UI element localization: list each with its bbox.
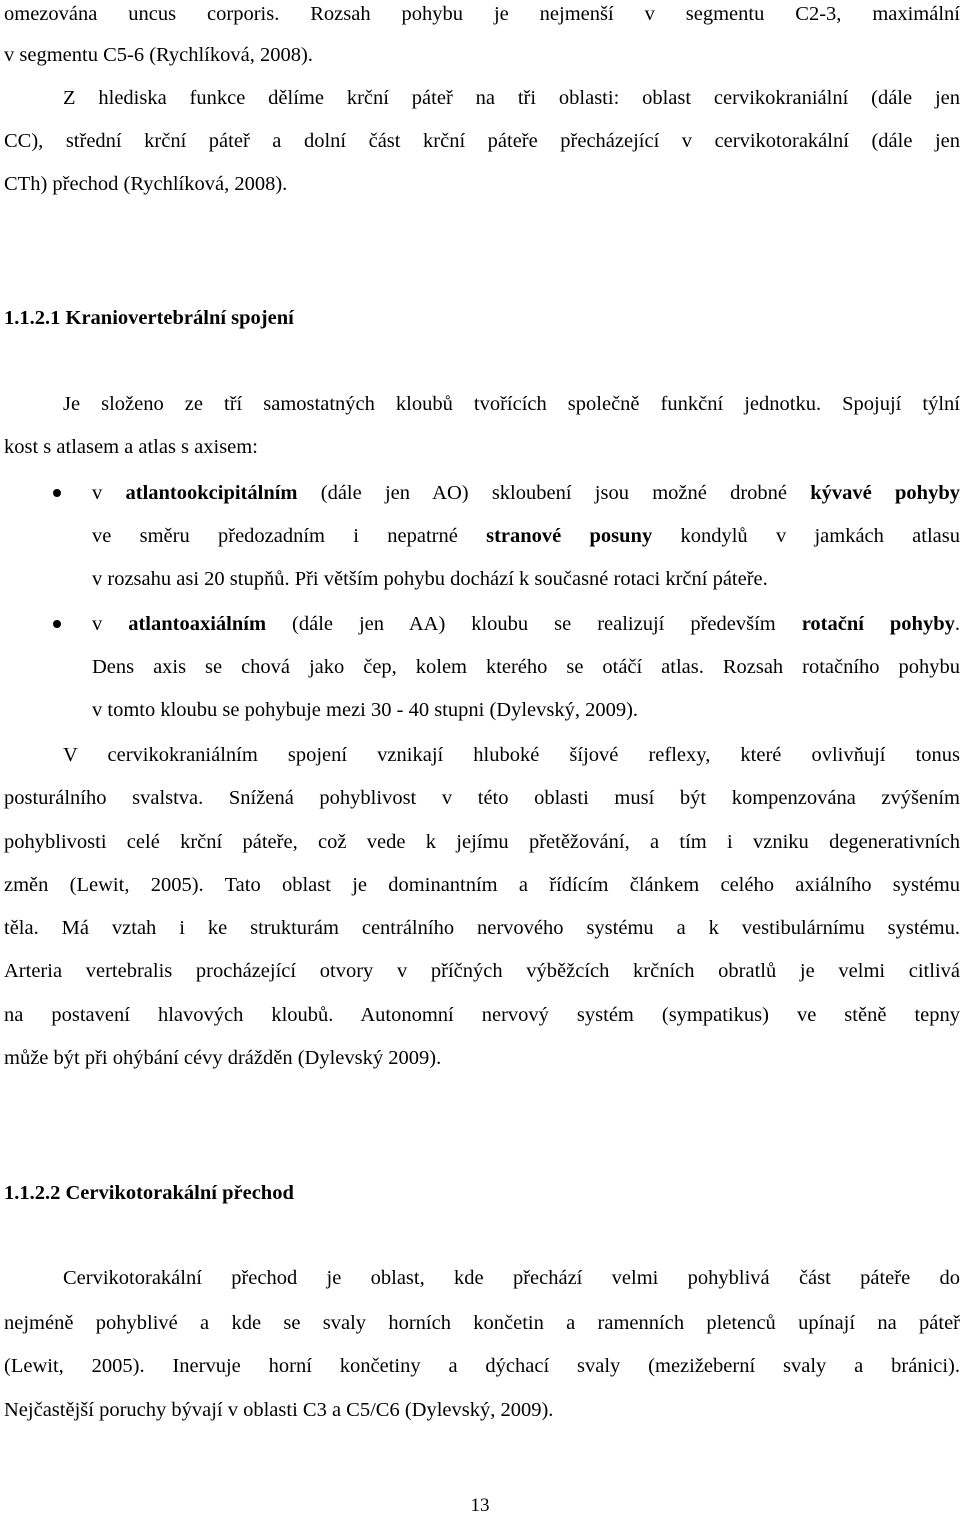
intro-line-1: omezována uncus corporis. Rozsah pohybu je nejmenší v segmentu C2-3, maximální xyxy=(4,3,960,25)
section1-intro-line-2: kost s atlasem a atlas s axisem: xyxy=(4,436,258,458)
bold-term: atlantookcipitálním xyxy=(125,482,298,504)
bullet-text: v xyxy=(92,613,129,635)
bullet-text: (dále jen AO) skloubení jsou možné drobné xyxy=(297,482,811,504)
intro-line-5: CTh) přechod (Rychlíková, 2008). xyxy=(4,173,288,195)
bold-term: rotační pohyby xyxy=(801,613,955,635)
section1-para-line-6: Arteria vertebralis procházející otvory v příčných výběžcích krčních obratlů je velmi citlivá xyxy=(4,960,960,982)
bullet-icon xyxy=(53,620,61,628)
section1-intro-line-1: Je složeno ze tří samostatných kloubů tvořících společně funkční jednotku. Spojují týlní xyxy=(63,393,960,415)
bold-term: kývavé pohyby xyxy=(810,482,960,504)
section2-para-line-1: Cervikotorakální přechod je oblast, kde přechází velmi pohyblivá část páteře do xyxy=(63,1267,960,1289)
intro-line-3: Z hlediska funkce dělíme krční páteř na tři oblasti: oblast cervikokraniální (dále jen xyxy=(63,87,960,109)
bullet-1-line-3 xyxy=(92,565,960,593)
intro-line-2: v segmentu C5-6 (Rychlíková, 2008). xyxy=(4,44,313,66)
section1-para-line-1: V cervikokraniálním spojení vznikají hluboké šíjové reflexy, které ovlivňují tonus xyxy=(63,744,960,766)
page-number: 13 xyxy=(470,1495,490,1516)
section1-para-line-7: na postavení hlavových kloubů. Autonomní nervový systém (sympatikus) ve stěně tepny xyxy=(4,1004,960,1026)
bullet-text: . xyxy=(954,613,960,635)
bullet-icon xyxy=(53,489,61,497)
bullet-2-line-2 xyxy=(92,653,960,681)
section1-para-line-2: posturálního svalstva. Snížená pohyblivost v této oblasti musí být kompenzována zvýšením xyxy=(4,787,960,809)
bullet-text: Dens axis se chová jako čep, kolem kterého se otáčí atlas. Rozsah rotačního pohybu xyxy=(92,656,960,678)
bullet-2-line-1 xyxy=(92,610,960,638)
bullet-text: v rozsahu asi 20 stupňů. Při větším pohybu dochází k současné rotaci krční páteře. xyxy=(92,568,768,590)
bullet-text: (dále jen AA) kloubu se realizují především xyxy=(266,613,802,635)
bullet-2-line-3 xyxy=(92,696,960,724)
section1-para-line-8: může být při ohýbání cévy drážděn (Dylevský 2009). xyxy=(4,1047,442,1069)
bullet-text: v tomto kloubu se pohybuje mezi 30 - 40 stupni (Dylevský, 2009). xyxy=(92,699,639,721)
section1-para-line-5: těla. Má vztah i ke strukturám centrálního nervového systému a k vestibulárnímu systému. xyxy=(4,917,960,939)
bullet-text: kondylů v jamkách atlasu xyxy=(652,525,960,547)
section1-para-line-3: pohyblivosti celé krční páteře, což vede k jejímu přetěžování, a tím i vzniku degenerativních xyxy=(4,831,960,853)
bold-term: stranové posuny xyxy=(486,525,653,547)
section1-para-line-4: změn (Lewit, 2005). Tato oblast je dominantním a řídícím článkem celého axiálního systému xyxy=(4,874,960,896)
bullet-text: v xyxy=(92,482,126,504)
section2-para-line-2: nejméně pohyblivé a kde se svaly horních končetin a ramenních pletenců upínají na páteř xyxy=(4,1312,960,1334)
bold-term: atlantoaxiálním xyxy=(128,613,267,635)
bullet-1-line-2 xyxy=(92,522,960,550)
intro-line-4: CC), střední krční páteř a dolní část krční páteře přecházející v cervikotorakální (dále jen xyxy=(4,130,960,152)
bullet-1-line-1 xyxy=(92,479,960,507)
section2-para-line-4: Nejčastější poruchy bývají v oblasti C3 a C5/C6 (Dylevský, 2009). xyxy=(4,1399,554,1421)
section2-para-line-3: (Lewit, 2005). Inervuje horní končetiny a dýchací svaly (mezižeberní svaly a bránici). xyxy=(4,1355,960,1377)
section-heading-cervikotorakalni: 1.1.2.2 Cervikotorakální přechod xyxy=(4,1182,294,1204)
bullet-text: ve směru předozadním i nepatrné xyxy=(92,525,487,547)
section-heading-kraniovertebralni: 1.1.2.1 Kraniovertebrální spojení xyxy=(4,307,294,329)
